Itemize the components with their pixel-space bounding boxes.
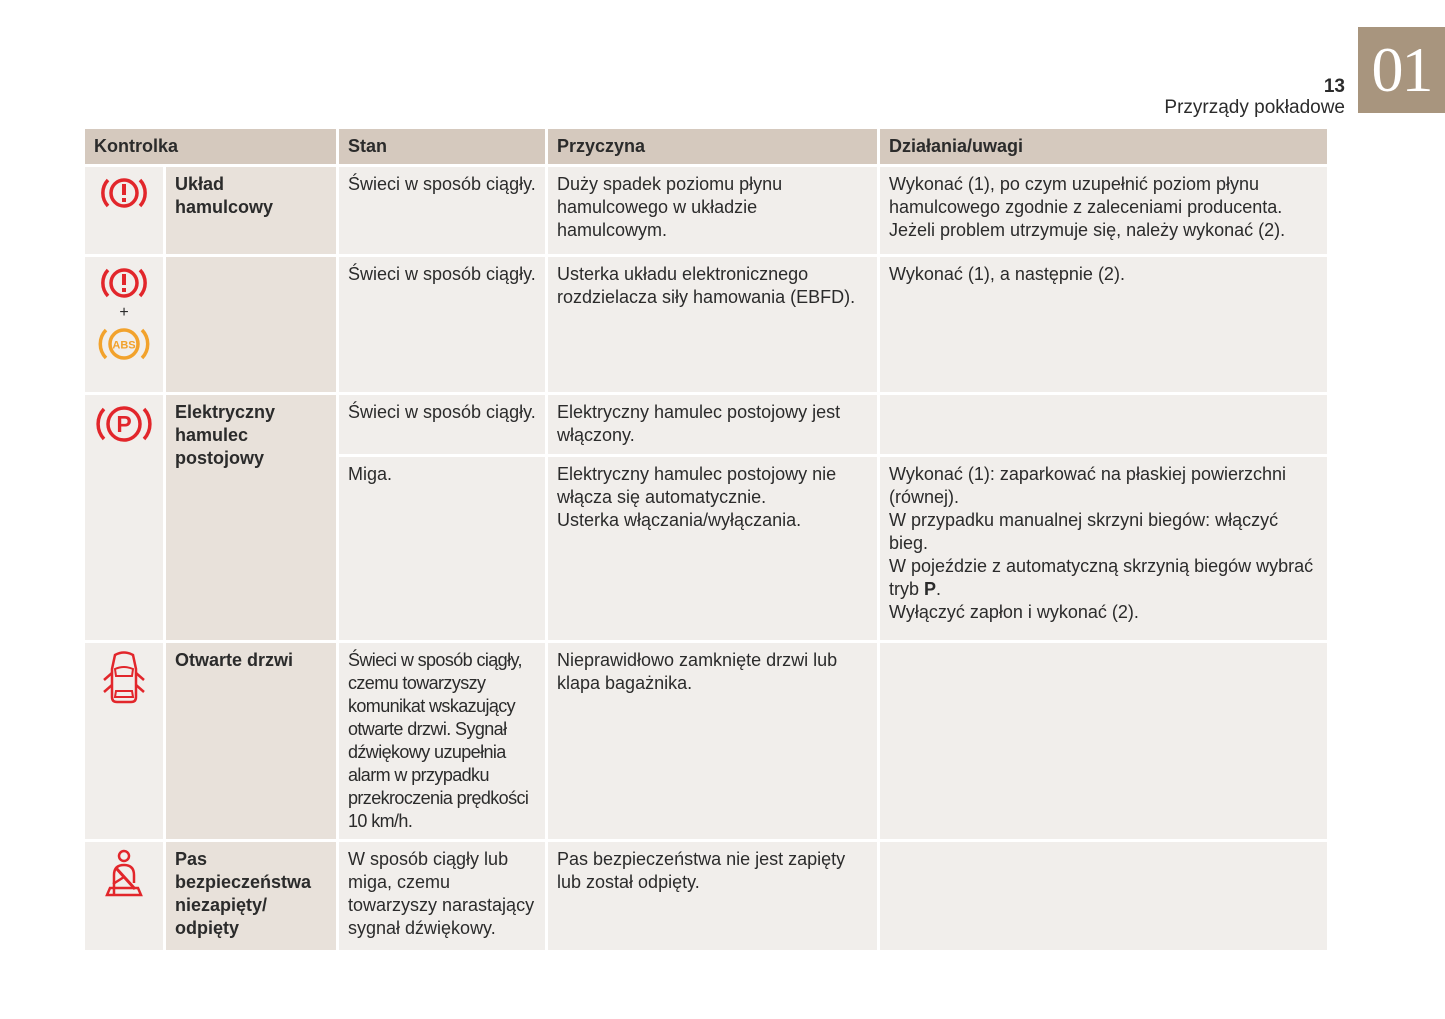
action-cell	[880, 643, 1327, 839]
table-header-row	[85, 129, 1327, 164]
action-cell	[880, 457, 1327, 640]
column-header-stan: Stan	[339, 129, 545, 164]
cause-cell: Usterka układu elektronicznego rozdzielacza siły hamowania (EBFD).	[548, 257, 877, 392]
plus-sign: +	[119, 304, 129, 321]
action-cell	[880, 395, 1327, 454]
indicator-name: Układ hamulcowy	[166, 167, 336, 254]
indicator-name: Otwarte drzwi	[166, 643, 336, 839]
section-title: Przyrządy pokładowe	[1164, 97, 1345, 118]
indicator-table	[82, 126, 1330, 953]
seatbelt-icon	[102, 848, 146, 900]
abs-label: ABS	[112, 339, 136, 352]
action-text: W pojeździe z automatyczną skrzynią biegów wybrać tryb	[889, 556, 1314, 599]
action-dot: .	[936, 579, 942, 599]
table-row	[85, 257, 1327, 392]
abs-warning-icon	[97, 323, 151, 365]
status-cell: Świeci w sposób ciągły.	[339, 167, 545, 254]
action-line: Wyłączyć zapłon i wykonać (2).	[889, 602, 1139, 622]
cause-cell: Duży spadek poziomu płynu hamulcowego w układzie hamulcowym.	[548, 167, 877, 254]
status-cell: Miga.	[339, 457, 545, 640]
cause-cell	[548, 457, 877, 640]
cause-cell: Pas bezpieczeństwa nie jest zapięty lub został odpięty.	[548, 842, 877, 950]
column-header-przyczyna: Przyczyna	[548, 129, 877, 164]
table-row	[85, 643, 1327, 839]
status-cell: Świeci w sposób ciągły, czemu towarzyszy komunikat wskazujący otwarte drzwi. Sygnał dźwiękowy uzupełnia alarm w przypadku przekroczenia prędkości 10 km/h.	[339, 643, 545, 839]
icon-cell	[85, 643, 163, 839]
action-line	[889, 555, 1318, 601]
indicator-name	[166, 257, 336, 392]
cause-line: Elektryczny hamulec postojowy nie włącza się automatycznie.	[557, 464, 837, 507]
indicator-name: Pas bezpieczeństwa niezapięty/ odpięty	[166, 842, 336, 950]
chapter-tab: 01	[1358, 27, 1445, 113]
indicator-name: Elektryczny hamulec postojowy	[166, 395, 336, 640]
cause-cell: Nieprawidłowo zamknięte drzwi lub klapa bagażnika.	[548, 643, 877, 839]
cause-line: Usterka włączania/wyłączania.	[557, 510, 802, 530]
brake-warning-icon	[100, 173, 148, 213]
table-row	[85, 167, 1327, 254]
icon-cell	[85, 842, 163, 950]
door-open-icon	[101, 649, 147, 707]
table-row	[85, 842, 1327, 950]
action-line: W przypadku manualnej skrzyni biegów: włączyć bieg.	[889, 510, 1279, 553]
icon-cell	[85, 395, 163, 640]
action-line: Wykonać (1): zaparkować na płaskiej powierzchni (równej).	[889, 464, 1287, 507]
table-row	[85, 395, 1327, 454]
parking-brake-icon	[94, 401, 154, 447]
cause-cell: Elektryczny hamulec postojowy jest włączony.	[548, 395, 877, 454]
page-number: 13	[1323, 76, 1345, 97]
icon-cell	[85, 257, 163, 392]
column-header-dzialania: Działania/uwagi	[880, 129, 1327, 164]
status-cell: W sposób ciągły lub miga, czemu towarzyszy narastający sygnał dźwiękowy.	[339, 842, 545, 950]
gear-p: P	[924, 579, 937, 599]
icon-cell	[85, 167, 163, 254]
action-cell: Wykonać (1), po czym uzupełnić poziom płynu hamulcowego zgodnie z zaleceniami producenta. Jeżeli problem utrzymuje się, należy wykonać (2).	[880, 167, 1327, 254]
action-cell	[880, 842, 1327, 950]
column-header-kontrolka: Kontrolka	[85, 129, 336, 164]
status-cell: Świeci w sposób ciągły.	[339, 257, 545, 392]
brake-warning-icon	[100, 263, 148, 303]
p-label: P	[116, 411, 132, 437]
action-cell: Wykonać (1), a następnie (2).	[880, 257, 1327, 392]
status-cell: Świeci w sposób ciągły.	[339, 395, 545, 454]
